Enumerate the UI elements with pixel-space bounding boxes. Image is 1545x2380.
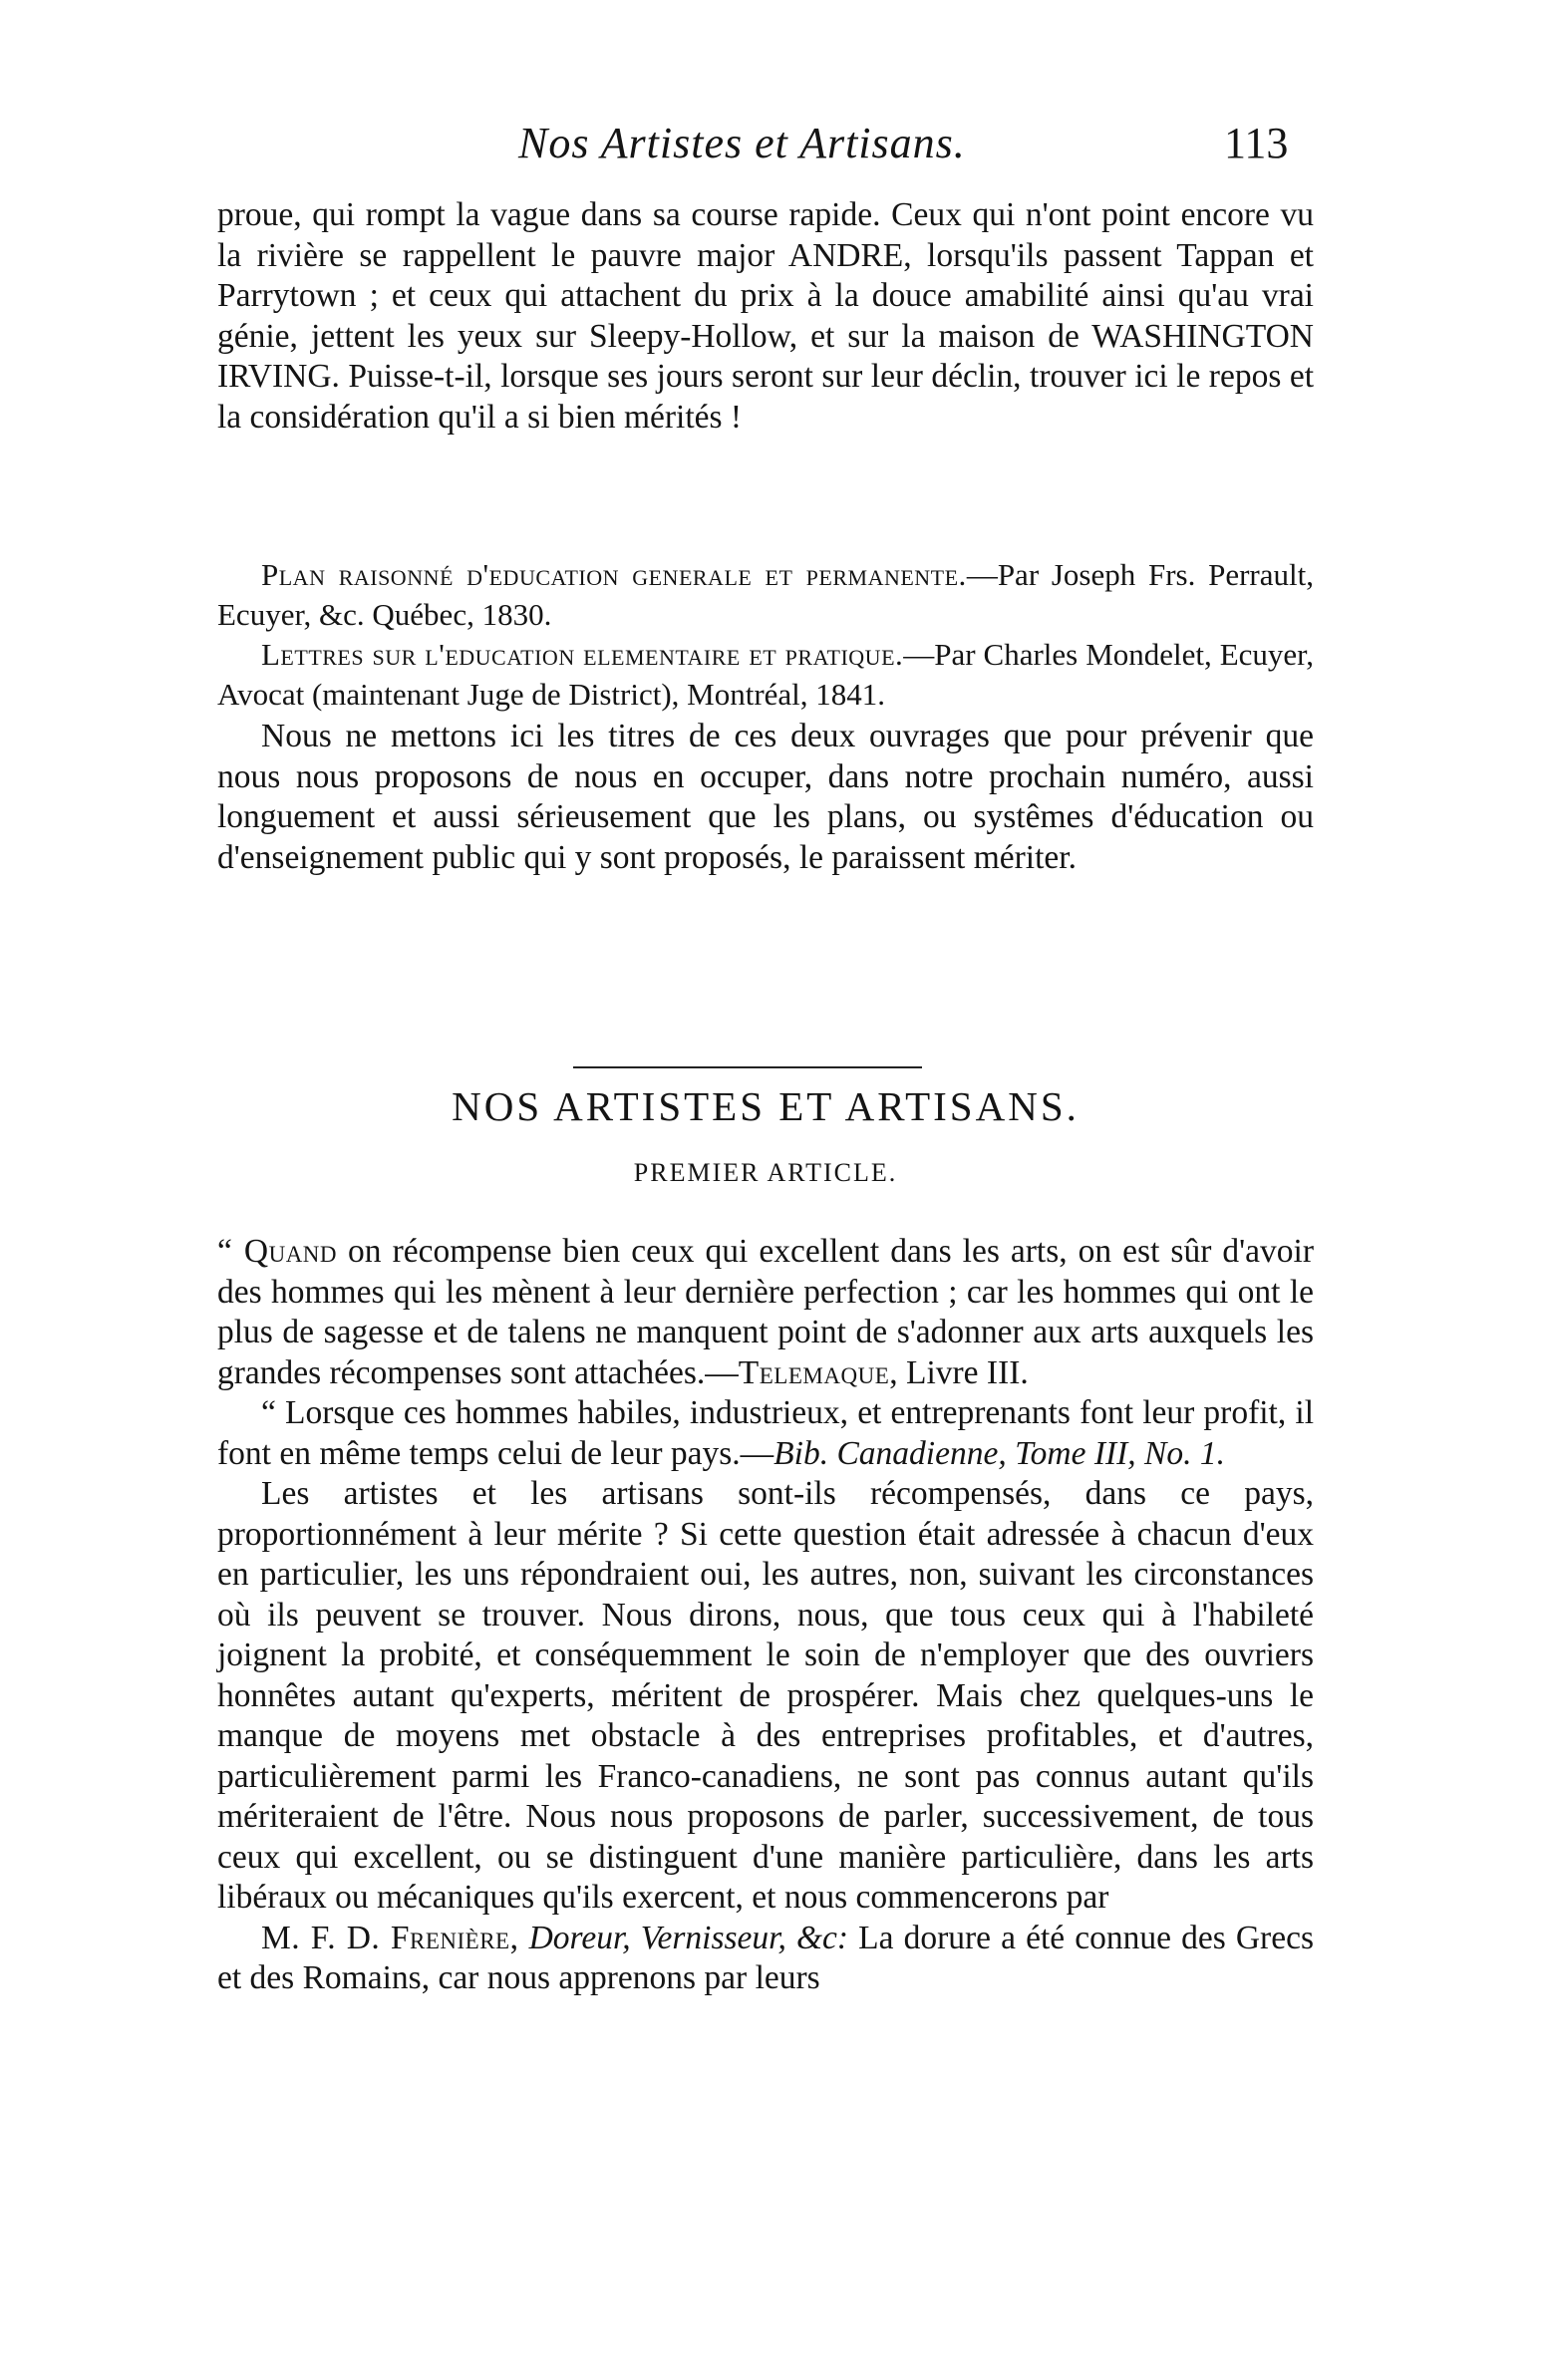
article-label: PREMIER ARTICLE. <box>633 1158 898 1187</box>
section-divider <box>573 1066 922 1068</box>
bibliography-entry-1 <box>217 555 1314 635</box>
epigraph-source: Telemaque <box>738 1353 890 1391</box>
epigraph-1 <box>217 1232 1314 1393</box>
entry-title: Lettres sur l'education elementaire et pratique. <box>261 637 904 672</box>
epigraph-ref: , Livre III. <box>889 1353 1029 1391</box>
top-paragraph: proue, qui rompt la vague dans sa course rapide. Ceux qui n'ont point encore vu la rivière se rappellent le pauvre major ANDRE, lorsqu'ils passent Tappan et Parrytown ; et ceux qui attachent du prix à la douce amabilité ainsi qu'au vrai génie, jettent les yeux sur Sleepy-Hollow, et sur la maison de WASHINGTON IRVING. Puisse-t-il, lorsque ses jours seront sur leur déclin, trouver ici le repos et la considération qu'il a si bien mérités ! <box>217 196 1314 436</box>
top-paragraph-block <box>217 195 1314 438</box>
entry-details: —Par Joseph Frs. Perrault, Ecuyer, &c. Québec, 1830. <box>217 557 1314 632</box>
bibliography-entry-2 <box>217 635 1314 715</box>
drop-word: “ Quand <box>217 1233 338 1270</box>
epigraph-source: Bib. Canadienne, Tome III, No. 1. <box>773 1434 1226 1472</box>
running-header: Nos Artistes et Artisans. <box>518 119 966 167</box>
main-paragraph: Les artistes et les artisans sont-ils récompensés, dans ce pays, proportionnément à leur mérite ? Si cette question était adressée à chacun d'eux en particulier, les uns répondraient oui, les autres, non, suivant les circonstances où ils peuvent se trouver. Nous dirons, nous, que tous ceux qui à l'habileté joignent la probité, et conséquemment le soin de n'employer que des ouvriers honnêtes autant qu'experts, méritent de prospérer. Mais chez quelques-uns le manque de moyens met obstacle à des entreprises profitables, et d'autres, particulièrement parmi les Franco-canadiens, ne sont pas connus autant qu'ils mériteraient de l'être. Nous nous proposons de parler, successivement, de tous ceux qui excellent, ou se distinguent d'une manière particulière, dans les arts libéraux ou mécaniques qu'ils exercent, et nous commencerons par <box>217 1475 1314 1916</box>
section-title: NOS ARTISTES ET ARTISANS. <box>452 1083 1080 1129</box>
artisan-name: M. F. D. Frenière, <box>261 1919 519 1956</box>
entry-details: —Par Charles Mondelet, Ecuyer, Avocat (maintenant Juge de District), Montréal, 1841. <box>217 637 1314 712</box>
note-paragraph: Nous ne mettons ici les titres de ces deux ouvrages que pour prévenir que nous nous proposons de nous en occuper, dans notre prochain numéro, aussi longuement et aussi sérieusement que les plans, ou systêmes d'éducation ou d'enseignement public qui y sont proposés, le paraissent mériter. <box>217 718 1314 876</box>
last-paragraph <box>217 1919 1314 1999</box>
epigraph-text: “ Lorsque ces hommes habiles, industrieux, et entreprenants font leur profit, il font en même temps celui de leur pays.— <box>217 1394 1314 1472</box>
epigraph-2 <box>217 1393 1314 1474</box>
paragraph-text: La dorure a été connue des Grecs et des Romains, car nous apprenons par leurs <box>217 1919 1314 1996</box>
artisan-trade: Doreur, Vernisseur, &c: <box>518 1919 849 1956</box>
entry-title: Plan raisonné d'education generale et permanente. <box>261 557 967 592</box>
article-body <box>217 1232 1314 1999</box>
epigraph-text: on récompense bien ceux qui excellent dans les arts, on est sûr d'avoir des hommes qui les mènent à leur dernière perfection ; car les hommes qui ont le plus de sagesse et de talens ne manquent point de s'adonner aux arts auxquels les grandes récompenses sont attachées.— <box>217 1233 1314 1391</box>
page-number: 113 <box>1224 119 1289 167</box>
bibliography-entries <box>217 555 1314 878</box>
